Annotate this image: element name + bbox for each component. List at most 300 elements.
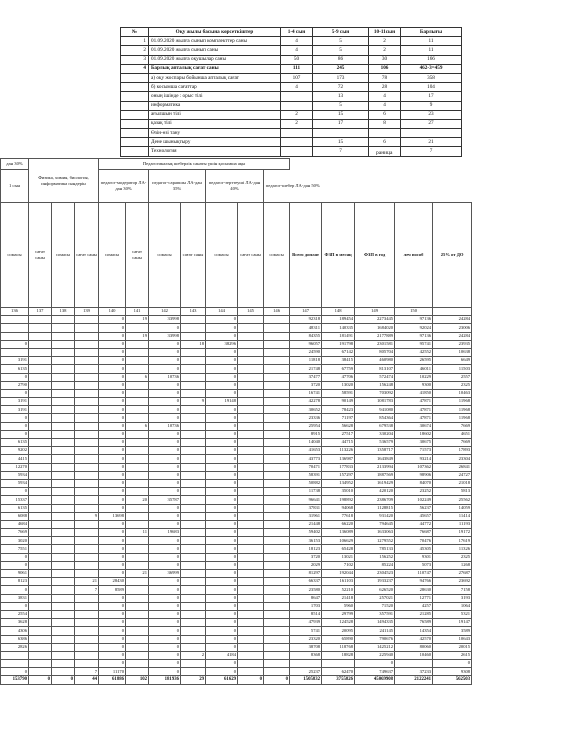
table-cell xyxy=(75,348,99,356)
table-cell xyxy=(29,610,52,618)
table-cell: 37477 xyxy=(290,373,322,381)
table-cell: 0 xyxy=(99,463,126,471)
table-cell: 47706 xyxy=(322,373,355,381)
summary-cell xyxy=(281,101,313,110)
table-cell: 3589 xyxy=(433,627,472,635)
table-cell: 134952 xyxy=(322,479,355,487)
table-cell: 0 xyxy=(206,537,238,545)
table-cell: 23935 xyxy=(433,340,472,348)
table-cell: 0 xyxy=(149,660,181,668)
table-cell xyxy=(29,594,52,602)
table-cell xyxy=(52,553,75,561)
summary-cell xyxy=(121,129,149,138)
table-row xyxy=(1,455,472,463)
table-cell xyxy=(238,520,264,528)
table-cell: 2 xyxy=(181,651,206,659)
table-cell xyxy=(75,447,99,455)
table-cell xyxy=(181,471,206,479)
index-cell: 143 xyxy=(181,308,206,316)
table-cell: 26841 xyxy=(433,463,472,471)
summary-cell: 01.09.2020 жылға сынып саны xyxy=(149,46,281,55)
summary-cell: ағылшын тілі xyxy=(149,110,281,119)
table-cell xyxy=(126,389,149,397)
table-cell xyxy=(264,439,290,447)
table-cell xyxy=(264,348,290,356)
table-cell xyxy=(238,668,264,676)
table-cell: 1494335 xyxy=(355,619,395,627)
summary-row xyxy=(121,46,462,55)
table-cell xyxy=(264,619,290,627)
summary-cell: 166 xyxy=(401,55,462,64)
sub-1syn-header: 1 сын xyxy=(1,170,29,203)
table-cell xyxy=(264,643,290,651)
table-cell xyxy=(29,389,52,397)
table-cell: 23252 xyxy=(395,488,433,496)
table-cell: 191798 xyxy=(322,340,355,348)
table-cell xyxy=(181,414,206,422)
summary-header-cell: 1-4 сын xyxy=(281,28,313,37)
table-cell xyxy=(75,471,99,479)
table-cell: 38296 xyxy=(206,340,238,348)
summary-cell: 4 xyxy=(281,46,313,55)
table-cell xyxy=(29,479,52,487)
table-cell xyxy=(75,610,99,618)
table-cell xyxy=(52,561,75,569)
table-cell xyxy=(52,447,75,455)
table-row xyxy=(1,373,472,381)
table-cell xyxy=(126,643,149,651)
table-cell: 0 xyxy=(1,340,29,348)
table-row xyxy=(1,594,472,602)
table-row xyxy=(1,471,472,479)
table-cell xyxy=(75,324,99,332)
summary-row xyxy=(121,119,462,128)
table-cell: 1081783 xyxy=(355,398,395,406)
table-cell xyxy=(181,455,206,463)
index-cell xyxy=(433,308,472,316)
table-cell: 6649 xyxy=(433,357,472,365)
table-cell: 3020 xyxy=(1,537,29,545)
table-cell xyxy=(52,340,75,348)
table-cell xyxy=(52,668,75,676)
table-cell xyxy=(264,504,290,512)
table-cell xyxy=(29,357,52,365)
table-cell xyxy=(238,316,264,324)
table-cell: 0 xyxy=(206,488,238,496)
table-cell: 0 xyxy=(206,381,238,389)
table-cell: 90149 xyxy=(322,398,355,406)
table-cell: 0 xyxy=(99,316,126,324)
index-row xyxy=(1,308,472,316)
table-cell: 21018 xyxy=(433,479,472,487)
table-cell xyxy=(52,365,75,373)
table-cell xyxy=(75,406,99,414)
index-cell: 147 xyxy=(290,308,322,316)
table-cell xyxy=(264,479,290,487)
table-cell: 0 xyxy=(206,447,238,455)
summary-cell: 4 xyxy=(369,92,401,101)
table-row xyxy=(1,422,472,430)
summary-cell xyxy=(121,73,149,82)
table-cell: 0 xyxy=(206,479,238,487)
table-cell: 13698 xyxy=(99,512,126,520)
table-cell xyxy=(264,529,290,537)
table-cell xyxy=(181,430,206,438)
table-cell: 1933237 xyxy=(355,578,395,586)
table-cell xyxy=(75,316,99,324)
table-cell xyxy=(75,651,99,659)
table-cell: 0 xyxy=(99,520,126,528)
table-cell xyxy=(29,381,52,389)
table-cell: 1425212 xyxy=(355,643,395,651)
table-cell: 0 xyxy=(99,610,126,618)
table-cell: 5073 xyxy=(395,561,433,569)
table-cell: 0 xyxy=(149,553,181,561)
table-row xyxy=(1,348,472,356)
table-cell: 161103 xyxy=(322,578,355,586)
table-cell: 19147 xyxy=(433,619,472,627)
table-cell: 9202 xyxy=(1,447,29,455)
table-cell xyxy=(238,553,264,561)
table-cell xyxy=(29,545,52,553)
table-cell: 7669 xyxy=(433,439,472,447)
total-cell: 2122241 xyxy=(395,676,433,684)
table-cell xyxy=(238,619,264,627)
table-cell: 3720 xyxy=(290,553,322,561)
table-cell xyxy=(238,627,264,635)
table-cell xyxy=(238,406,264,414)
table-cell: 536579 xyxy=(355,439,395,447)
table-cell: 0 xyxy=(355,660,395,668)
table-cell: 62470 xyxy=(322,668,355,676)
table-cell xyxy=(75,479,99,487)
table-cell: 92024 xyxy=(395,324,433,332)
table-cell: 0 xyxy=(149,381,181,389)
table-cell: 84070 xyxy=(395,479,433,487)
table-cell: 0 xyxy=(206,373,238,381)
table-cell xyxy=(52,619,75,627)
table-cell: 2325 xyxy=(433,553,472,561)
summary-cell: 01.09.2020 жылға сынып комплекттер саны xyxy=(149,37,281,46)
table-cell xyxy=(75,660,99,668)
table-cell: 0 xyxy=(206,578,238,586)
table-cell: 0 xyxy=(149,561,181,569)
table-cell: 931420 xyxy=(355,512,395,520)
summary-header-cell: 5-9 сын xyxy=(313,28,369,37)
summary-cell xyxy=(121,110,149,119)
table-cell: 0 xyxy=(206,635,238,643)
table-cell xyxy=(52,406,75,414)
table-cell xyxy=(181,357,206,365)
table-cell xyxy=(75,635,99,643)
table-cell: 10736 xyxy=(149,373,181,381)
summary-cell: 21 xyxy=(401,138,462,147)
table-cell: 21285 xyxy=(395,610,433,618)
table-cell: 0 xyxy=(206,561,238,569)
table-cell: 6 xyxy=(126,373,149,381)
table-cell xyxy=(29,447,52,455)
table-cell: 6088 xyxy=(1,512,29,520)
table-cell: 2301581 xyxy=(355,340,395,348)
table-cell: 0 xyxy=(149,594,181,602)
table-row xyxy=(1,398,472,406)
table-cell: 1268 xyxy=(433,561,472,569)
table-row xyxy=(1,406,472,414)
table-row xyxy=(1,602,472,610)
table-cell xyxy=(181,389,206,397)
table-cell: 0 xyxy=(149,643,181,651)
table-cell: 18828 xyxy=(322,651,355,659)
summary-cell: 5 xyxy=(313,37,369,46)
table-cell: 136089 xyxy=(322,529,355,537)
table-cell: 0 xyxy=(206,594,238,602)
table-cell xyxy=(264,651,290,659)
table-cell xyxy=(264,545,290,553)
table-cell: 1128815 xyxy=(355,504,395,512)
table-cell xyxy=(264,594,290,602)
table-cell xyxy=(29,496,52,504)
table-cell xyxy=(126,439,149,447)
col-somasy: сомасы xyxy=(52,203,75,308)
summary-cell: 13 xyxy=(313,92,369,101)
table-cell xyxy=(52,512,75,520)
summary-cell: 104 xyxy=(401,83,462,92)
table-cell: 5934 xyxy=(1,471,29,479)
table-cell xyxy=(238,357,264,365)
table-cell xyxy=(52,389,75,397)
summary-cell xyxy=(313,129,369,138)
table-cell xyxy=(264,381,290,389)
table-cell xyxy=(75,529,99,537)
table-cell: 56237 xyxy=(395,504,433,512)
table-cell: 95741 xyxy=(395,340,433,348)
table-cell xyxy=(75,365,99,373)
index-cell: 150 xyxy=(395,308,433,316)
table-cell: 0 xyxy=(149,668,181,676)
table-cell xyxy=(52,635,75,643)
table-cell: 71573 xyxy=(395,447,433,455)
summary-row xyxy=(121,37,462,46)
table-cell: 0 xyxy=(206,430,238,438)
table-cell: 157297 xyxy=(322,471,355,479)
table-cell: 0 xyxy=(99,635,126,643)
table-cell xyxy=(238,610,264,618)
table-cell: 0 xyxy=(1,561,29,569)
table-cell xyxy=(264,455,290,463)
summary-cell: 50 xyxy=(281,55,313,64)
table-cell xyxy=(52,610,75,618)
table-cell xyxy=(264,602,290,610)
table-cell xyxy=(52,479,75,487)
table-cell xyxy=(238,529,264,537)
table-cell: 42570 xyxy=(395,635,433,643)
table-cell: 189454 xyxy=(322,316,355,324)
table-cell: 0 xyxy=(206,610,238,618)
table-cell: 76589 xyxy=(395,619,433,627)
col-col-lech: леч пособ xyxy=(395,203,433,308)
page-word-fragment: раница xyxy=(376,150,393,156)
table-cell: 81297 xyxy=(290,570,322,578)
table-cell: 21448 xyxy=(290,520,322,528)
table-cell xyxy=(29,635,52,643)
summary-header-cell: Барлығы xyxy=(401,28,462,37)
table-cell: 93214 xyxy=(395,455,433,463)
group-phys-header: Физика, химия, биология, информатика пәндерін xyxy=(29,159,99,203)
table-cell: 71520 xyxy=(355,602,395,610)
table-cell xyxy=(181,619,206,627)
table-cell: 0 xyxy=(99,398,126,406)
table-cell: 0 xyxy=(99,537,126,545)
table-cell: 2304523 xyxy=(355,570,395,578)
table-cell xyxy=(126,471,149,479)
table-cell: 30652 xyxy=(290,406,322,414)
table-cell: 7669 xyxy=(433,422,472,430)
table-cell xyxy=(75,381,99,389)
summary-cell: Барлық апталық сағат саны xyxy=(149,64,281,73)
table-cell: 8647 xyxy=(290,594,322,602)
table-cell xyxy=(29,512,52,520)
total-cell: 0 xyxy=(52,676,75,684)
table-row xyxy=(1,610,472,618)
table-cell xyxy=(126,398,149,406)
table-cell xyxy=(181,381,206,389)
table-cell: 0 xyxy=(149,414,181,422)
table-cell: 1887569 xyxy=(355,471,395,479)
table-cell xyxy=(290,660,322,668)
table-cell xyxy=(181,578,206,586)
summary-cell: 111 xyxy=(281,64,313,73)
table-cell: 70476 xyxy=(395,537,433,545)
table-cell xyxy=(52,602,75,610)
table-cell: 0 xyxy=(149,504,181,512)
table-cell xyxy=(181,529,206,537)
summary-cell: 11 xyxy=(401,46,462,55)
table-cell: 25562 xyxy=(433,496,472,504)
table-cell: 70471 xyxy=(290,463,322,471)
table-cell: 0 xyxy=(206,570,238,578)
table-cell xyxy=(126,586,149,594)
summary-cell: 01.09.2020 жылға оқушылар саны xyxy=(149,55,281,64)
table-cell: 0 xyxy=(99,602,126,610)
table-cell xyxy=(52,373,75,381)
table-cell: 0 xyxy=(99,422,126,430)
table-cell: 136987 xyxy=(322,455,355,463)
summary-cell: Өзін-өзі тану xyxy=(149,129,281,138)
table-cell: 0 xyxy=(149,406,181,414)
table-row xyxy=(1,512,472,520)
table-cell xyxy=(264,340,290,348)
table-cell: 20095 xyxy=(322,627,355,635)
table-cell xyxy=(75,619,99,627)
table-cell: 0 xyxy=(206,627,238,635)
table-cell: 44772 xyxy=(395,520,433,528)
table-cell: 572474 xyxy=(355,373,395,381)
table-row xyxy=(1,496,472,504)
table-cell xyxy=(238,340,264,348)
table-cell xyxy=(238,479,264,487)
table-cell: 4306 xyxy=(1,627,29,635)
table-cell xyxy=(1,316,29,324)
table-cell xyxy=(238,594,264,602)
table-cell: 0 xyxy=(206,619,238,627)
table-cell xyxy=(238,324,264,332)
table-cell xyxy=(52,537,75,545)
table-cell xyxy=(181,479,206,487)
table-cell: 6 xyxy=(126,422,149,430)
table-cell: 156252 xyxy=(355,553,395,561)
col-sagat: сағат саны xyxy=(238,203,264,308)
table-cell: 118768 xyxy=(322,643,355,651)
table-cell xyxy=(126,602,149,610)
table-cell: 11193 xyxy=(433,520,472,528)
table-cell xyxy=(238,561,264,569)
table-cell: 23580 xyxy=(290,586,322,594)
table-cell: 3720 xyxy=(290,381,322,389)
table-row xyxy=(1,381,472,389)
table-cell: 198892 xyxy=(322,496,355,504)
table-cell: 0 xyxy=(149,602,181,610)
table-cell: 0 xyxy=(149,479,181,487)
table-cell: 67142 xyxy=(322,348,355,356)
summary-row xyxy=(121,138,462,147)
table-cell: 0 xyxy=(99,373,126,381)
index-cell: 138 xyxy=(52,308,75,316)
table-cell xyxy=(29,332,52,340)
table-cell xyxy=(52,430,75,438)
table-cell xyxy=(29,430,52,438)
table-cell: 12270 xyxy=(1,463,29,471)
summary-cell: 6 xyxy=(369,110,401,119)
col-sagat: сағат саны xyxy=(181,203,206,308)
index-cell: 145 xyxy=(238,308,264,316)
table-cell: 97136 xyxy=(395,316,433,324)
summary-row xyxy=(121,147,462,156)
table-cell: 5934 xyxy=(1,479,29,487)
table-cell xyxy=(52,414,75,422)
summary-cell: 4 xyxy=(281,37,313,46)
index-cell: 141 xyxy=(126,308,149,316)
table-cell xyxy=(52,332,75,340)
table-cell: 21 xyxy=(75,578,99,586)
table-row xyxy=(1,635,472,643)
total-cell: 44 xyxy=(75,676,99,684)
table-cell xyxy=(238,660,264,668)
table-row xyxy=(1,668,472,676)
table-cell xyxy=(238,463,264,471)
table-cell xyxy=(126,357,149,365)
table-cell xyxy=(264,332,290,340)
table-cell xyxy=(52,422,75,430)
table-cell: 0 xyxy=(206,439,238,447)
table-cell xyxy=(29,406,52,414)
table-cell xyxy=(52,463,75,471)
table-cell xyxy=(264,553,290,561)
col-col-fzp-god: ФЗП в год xyxy=(355,203,395,308)
table-cell: 27687 xyxy=(433,570,472,578)
table-cell xyxy=(264,373,290,381)
table-cell xyxy=(238,439,264,447)
table-cell xyxy=(126,668,149,676)
table-cell xyxy=(238,332,264,340)
summary-row xyxy=(121,110,462,119)
table-cell: 13020 xyxy=(322,381,355,389)
table-cell xyxy=(29,414,52,422)
table-cell: 35010 xyxy=(322,488,355,496)
table-cell: 0 xyxy=(99,430,126,438)
summary-cell xyxy=(121,92,149,101)
table-row xyxy=(1,660,472,668)
table-row xyxy=(1,463,472,471)
